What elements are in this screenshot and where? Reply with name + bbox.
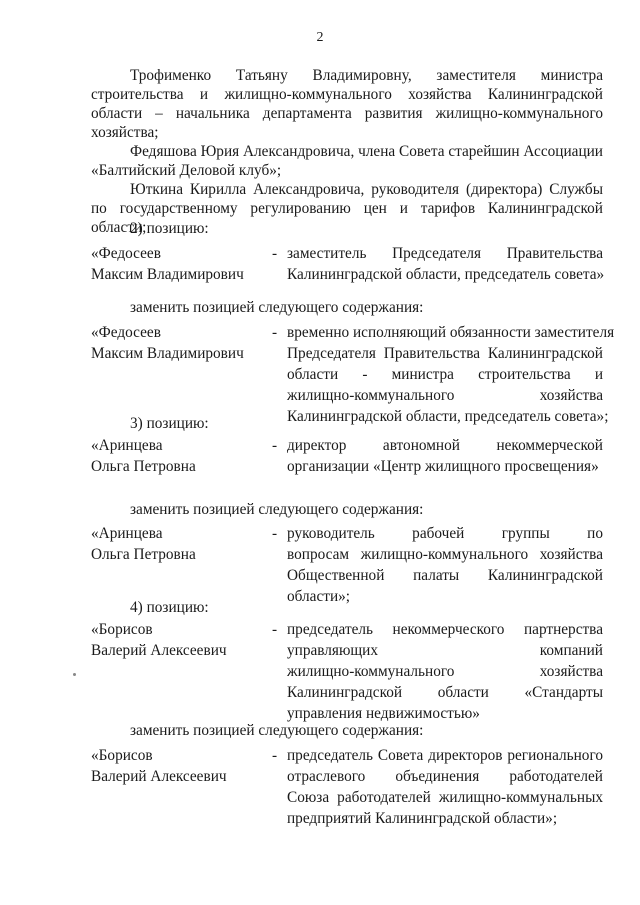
name-line: Валерий Алексеевич	[91, 642, 227, 659]
dash: -	[272, 324, 278, 341]
person-name	[91, 243, 244, 285]
position-label: 2) позицию:	[130, 220, 209, 237]
replace-phrase: заменить позицией следующего содержания:	[130, 299, 424, 316]
page-number: 2	[316, 30, 324, 45]
person-name	[91, 619, 227, 661]
name-line: Максим Владимирович	[91, 266, 244, 283]
desc-line: жилищно-коммунального хозяйства	[287, 663, 603, 680]
text-line: области – начальника департамента развития жилищно-коммунального	[91, 105, 603, 122]
desc-line: Союза работодателей жилищно-коммунальных	[287, 789, 603, 806]
person-name	[91, 435, 196, 477]
desc-line: организации «Центр жилищного просвещения»	[287, 458, 599, 475]
position-description	[287, 322, 615, 427]
desc-line: управляющих компаний	[287, 642, 603, 659]
position-description	[287, 619, 603, 724]
desc-line: заместитель Председателя Правительства	[287, 245, 603, 262]
dash: -	[272, 437, 278, 454]
dash: -	[272, 525, 278, 542]
desc-line: управления недвижимостью»	[287, 705, 480, 722]
desc-line: председатель некоммерческого партнерства	[287, 621, 603, 638]
paragraph-fedyashov	[91, 142, 603, 180]
replace-phrase: заменить позицией следующего содержания:	[130, 722, 424, 739]
desc-line: вопросам жилищно-коммунального хозяйства	[287, 546, 603, 563]
scan-speck	[73, 673, 76, 676]
desc-line: председатель Совета директоров регионального	[287, 747, 603, 764]
replace-phrase: заменить позицией следующего содержания:	[130, 501, 424, 518]
position-description	[287, 523, 603, 607]
position-description	[287, 243, 603, 285]
position-label: 3) позицию:	[130, 415, 209, 432]
text-line: строительства и жилищно-коммунального хозяйства Калининградской	[91, 86, 603, 103]
dash: -	[272, 747, 278, 764]
name-line: «Аринцева	[91, 437, 163, 454]
desc-line: отраслевого объединения работодателей	[287, 768, 603, 785]
text-line: хозяйства;	[91, 124, 159, 141]
person-name	[91, 322, 244, 364]
desc-line: предприятий Калининградской области»;	[287, 810, 558, 827]
desc-line: Калининградской области, председатель совета»	[287, 266, 605, 283]
desc-line: Председателя Правительства Калининградской	[287, 345, 603, 362]
name-line: «Аринцева	[91, 525, 163, 542]
desc-line: Калининградской области, председатель совета»;	[287, 408, 609, 425]
text-line: Юткина Кирилла Александровича, руководителя (директора) Службы	[130, 181, 603, 198]
desc-line: области»;	[287, 588, 351, 605]
position-description	[287, 435, 603, 477]
desc-line: области - министра строительства и	[287, 366, 603, 383]
desc-line: Общественной палаты Калининградской	[287, 567, 603, 584]
desc-line: директор автономной некоммерческой	[287, 437, 603, 454]
name-line: Ольга Петровна	[91, 458, 196, 475]
desc-line: руководитель рабочей группы по	[287, 525, 603, 542]
dash: -	[272, 621, 278, 638]
name-line: «Борисов	[91, 621, 153, 638]
desc-line: Калининградской области «Стандарты	[287, 684, 603, 701]
desc-line: жилищно-коммунального хозяйства	[287, 387, 603, 404]
person-name	[91, 523, 196, 565]
name-line: «Борисов	[91, 747, 153, 764]
text-line: «Балтийский Деловой клуб»;	[91, 162, 282, 179]
desc-line: временно исполняющий обязанности заместителя	[287, 324, 615, 341]
text-line: по государственному регулированию цен и тарифов Калининградской	[91, 200, 603, 217]
position-label: 4) позицию:	[130, 599, 209, 616]
name-line: Валерий Алексеевич	[91, 768, 227, 785]
name-line: «Федосеев	[91, 324, 161, 341]
name-line: «Федосеев	[91, 245, 161, 262]
person-name	[91, 745, 227, 787]
paragraph-trofimenko	[91, 66, 603, 142]
text-line: Трофименко Татьяну Владимировну, заместителя министра	[130, 67, 603, 84]
text-line: области;	[91, 219, 147, 236]
name-line: Ольга Петровна	[91, 546, 196, 563]
position-description	[287, 745, 603, 829]
dash: -	[272, 245, 278, 262]
text-line: Федяшова Юрия Александровича, члена Совета старейшин Ассоциации	[130, 143, 603, 160]
name-line: Максим Владимирович	[91, 345, 244, 362]
